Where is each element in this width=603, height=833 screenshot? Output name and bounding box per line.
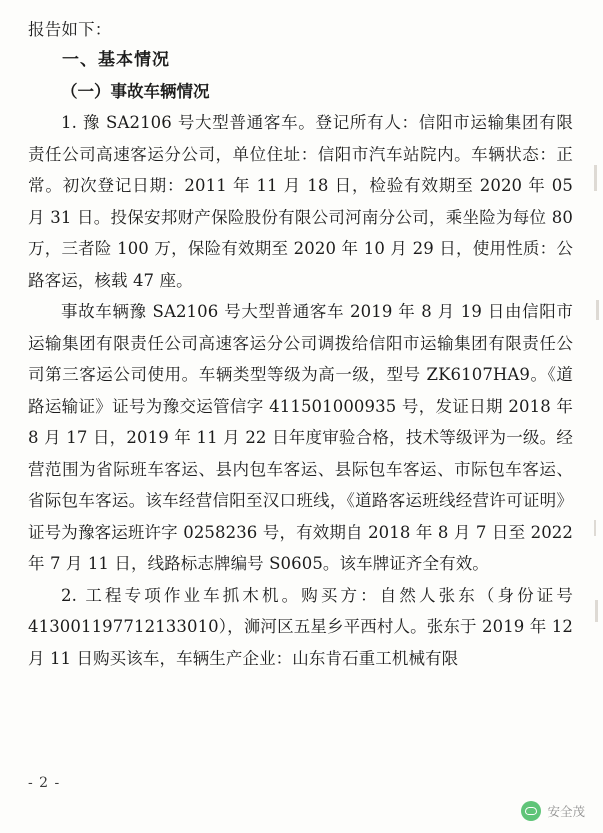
scan-artifact	[595, 600, 598, 622]
sub-heading: （一）事故车辆情况	[61, 82, 210, 101]
scan-artifact	[594, 165, 597, 191]
section-heading: 一、基本情况	[62, 50, 170, 70]
page-number: - 2 -	[28, 775, 61, 791]
paragraph-bus-license: 事故车辆豫 SA2106 号大型普通客车 2019 年 8 月 19 日由信阳市运输集团有限责任公司高速客运分公司调拨给信阳市运输集团有限责任公司第三客运公司使用。车辆类型等级为高一级，型号 ZK6107HA9。《道路运输证》证号为豫交运管信字 411501000935 号，发证日期 2018 年 8 月 17 日，2019 年 11 月 22 日年度审验合格，技术等级评为一级。经营范围为省际班车客运、县内包车客运、县际包车客运、市际包车客运、省际包车客运。该车经营信阳至汉口班线，《道路客运班线经营许可证明》证号为豫客运班许字 0258236 号，有效期自 2018 年 8 月 7 日至 2022 年 7 月 11 日，线路标志牌编号 S0605。该车牌证齐全有效。	[28, 302, 573, 573]
scan-artifact	[594, 520, 596, 536]
intro-line: 报告如下：	[28, 20, 112, 39]
paragraph-grapple-machine: 2. 工程专项作业车抓木机。购买方：自然人张东（身份证号 413001197712133010），浉河区五星乡平西村人。张东于 2019 年 12 月 11 日购买该车，车辆生产企业：山东肯石重工机械有限	[28, 585, 573, 668]
paragraph-vehicle-bus: 1. 豫 SA2106 号大型普通客车。登记所有人：信阳市运输集团有限责任公司高速客运分公司，单位住址：信阳市汽车站院内。车辆状态：正常。初次登记日期：2011 年 11 月 18 日，检验有效期至 2020 年 05 月 31 日。投保安邦财产保险股份有限公司河南分公司，乘坐险为每位 80 万，三者险 100 万，保险有效期至 2020 年 10 月 29 日，使用性质：公路客运，核载 47 座。	[28, 113, 573, 290]
watermark-label: 安全茂	[547, 804, 585, 819]
wechat-logo-icon	[521, 801, 541, 821]
scan-artifact	[596, 300, 599, 320]
watermark	[521, 801, 585, 821]
